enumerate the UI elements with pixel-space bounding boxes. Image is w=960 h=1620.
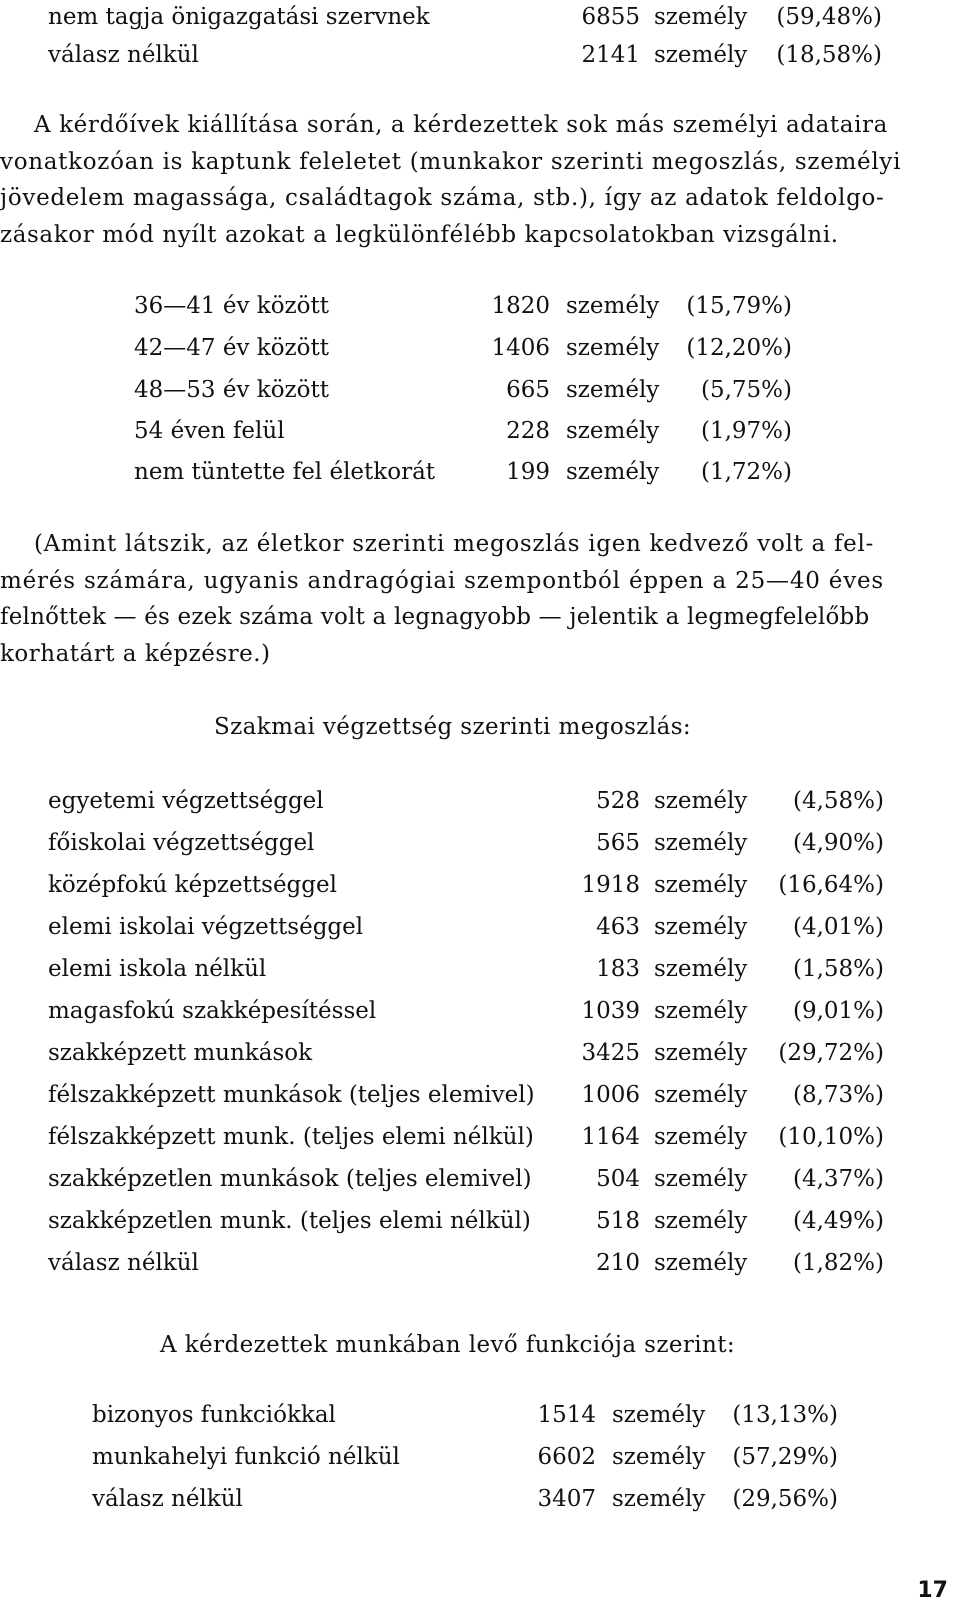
edu-row-unit: személy bbox=[654, 1208, 748, 1234]
func-row-count: 3407 bbox=[537, 1486, 596, 1512]
paragraph-line: zásakor mód nyílt azokat a legkülönfélébb kapcsolatokban vizsgálni. bbox=[0, 222, 839, 248]
age-row-percent: (15,79%) bbox=[686, 293, 792, 319]
edu-row-unit: személy bbox=[654, 830, 748, 856]
edu-row-percent: (10,10%) bbox=[778, 1124, 884, 1150]
edu-row-percent: (8,73%) bbox=[792, 1082, 884, 1108]
edu-row-unit: személy bbox=[654, 872, 748, 898]
edu-row-count: 518 bbox=[596, 1208, 640, 1234]
row-percent: (18,58%) bbox=[776, 42, 882, 68]
func-row-unit: személy bbox=[612, 1486, 706, 1512]
row-count: 2141 bbox=[581, 42, 640, 68]
func-row-label: válasz nélkül bbox=[92, 1486, 243, 1512]
edu-row-count: 210 bbox=[596, 1250, 640, 1276]
func-row-percent: (13,13%) bbox=[732, 1402, 838, 1428]
paragraph-line: felnőttek — és ezek száma volt a legnagyobb — jelentik a legmegfelelőbb bbox=[0, 604, 870, 630]
paragraph-line: mérés számára, ugyanis andragógiai szempontból éppen a 25—40 éves bbox=[0, 568, 885, 594]
edu-row-unit: személy bbox=[654, 1124, 748, 1150]
age-row-label: 48—53 év között bbox=[134, 377, 329, 403]
edu-row-unit: személy bbox=[654, 1250, 748, 1276]
row-percent: (59,48%) bbox=[776, 4, 882, 30]
section-heading-function: A kérdezettek munkában levő funkciója szerint: bbox=[160, 1332, 736, 1358]
edu-row-label: szakképzetlen munkások (teljes elemivel) bbox=[48, 1166, 532, 1192]
age-row-label: 42—47 év között bbox=[134, 335, 329, 361]
func-row-count: 1514 bbox=[537, 1402, 596, 1428]
age-row-label: 54 éven felül bbox=[134, 418, 285, 444]
row-count: 6855 bbox=[581, 4, 640, 30]
paragraph-line: vonatkozóan is kaptunk feleletet (munkakor szerinti megoszlás, személyi bbox=[0, 149, 902, 175]
age-row-label: nem tüntette fel életkorát bbox=[134, 459, 436, 485]
edu-row-count: 1006 bbox=[581, 1082, 640, 1108]
edu-row-count: 504 bbox=[596, 1166, 640, 1192]
age-row-count: 1406 bbox=[491, 335, 550, 361]
age-row-unit: személy bbox=[566, 335, 660, 361]
edu-row-percent: (29,72%) bbox=[778, 1040, 884, 1066]
page-number: 17 bbox=[917, 1578, 948, 1603]
edu-row-unit: személy bbox=[654, 1082, 748, 1108]
edu-row-count: 183 bbox=[596, 956, 640, 982]
edu-row-percent: (9,01%) bbox=[792, 998, 884, 1024]
edu-row-label: szakképzetlen munk. (teljes elemi nélkül) bbox=[48, 1208, 531, 1234]
age-row-label: 36—41 év között bbox=[134, 293, 329, 319]
row-label: válasz nélkül bbox=[48, 42, 199, 68]
edu-row-count: 3425 bbox=[581, 1040, 640, 1066]
paragraph-line: A kérdőívek kiállítása során, a kérdezettek sok más személyi adataira bbox=[34, 112, 888, 138]
edu-row-label: félszakképzett munkások (teljes elemivel) bbox=[48, 1082, 535, 1108]
edu-row-label: félszakképzett munk. (teljes elemi nélkül) bbox=[48, 1124, 534, 1150]
row-label: nem tagja önigazgatási szervnek bbox=[48, 4, 430, 30]
age-row-unit: személy bbox=[566, 377, 660, 403]
age-row-count: 199 bbox=[506, 459, 550, 485]
func-row-label: munkahelyi funkció nélkül bbox=[92, 1444, 400, 1470]
edu-row-label: egyetemi végzettséggel bbox=[48, 788, 324, 814]
edu-row-label: szakképzett munkások bbox=[48, 1040, 313, 1066]
func-row-percent: (29,56%) bbox=[732, 1486, 838, 1512]
edu-row-count: 1039 bbox=[581, 998, 640, 1024]
edu-row-label: középfokú képzettséggel bbox=[48, 872, 337, 898]
edu-row-label: magasfokú szakképesítéssel bbox=[48, 998, 377, 1024]
edu-row-percent: (4,01%) bbox=[792, 914, 884, 940]
edu-row-unit: személy bbox=[654, 1166, 748, 1192]
age-row-percent: (1,72%) bbox=[700, 459, 792, 485]
edu-row-unit: személy bbox=[654, 1040, 748, 1066]
edu-row-unit: személy bbox=[654, 956, 748, 982]
func-row-count: 6602 bbox=[537, 1444, 596, 1470]
paragraph-line: (Amint látszik, az életkor szerinti megoszlás igen kedvező volt a fel- bbox=[34, 531, 875, 557]
func-row-unit: személy bbox=[612, 1444, 706, 1470]
edu-row-unit: személy bbox=[654, 914, 748, 940]
edu-row-percent: (4,58%) bbox=[792, 788, 884, 814]
func-row-unit: személy bbox=[612, 1402, 706, 1428]
age-row-count: 665 bbox=[506, 377, 550, 403]
func-row-label: bizonyos funkciókkal bbox=[92, 1402, 336, 1428]
edu-row-count: 1918 bbox=[581, 872, 640, 898]
row-unit: személy bbox=[654, 42, 748, 68]
edu-row-percent: (1,58%) bbox=[792, 956, 884, 982]
edu-row-label: elemi iskola nélkül bbox=[48, 956, 267, 982]
age-row-percent: (1,97%) bbox=[700, 418, 792, 444]
age-row-count: 228 bbox=[506, 418, 550, 444]
edu-row-unit: személy bbox=[654, 788, 748, 814]
func-row-percent: (57,29%) bbox=[732, 1444, 838, 1470]
edu-row-label: elemi iskolai végzettséggel bbox=[48, 914, 364, 940]
edu-row-percent: (4,90%) bbox=[792, 830, 884, 856]
edu-row-unit: személy bbox=[654, 998, 748, 1024]
edu-row-label: válasz nélkül bbox=[48, 1250, 199, 1276]
paragraph-line: korhatárt a képzésre.) bbox=[0, 641, 271, 667]
age-row-percent: (5,75%) bbox=[700, 377, 792, 403]
edu-row-count: 528 bbox=[596, 788, 640, 814]
edu-row-count: 565 bbox=[596, 830, 640, 856]
age-row-unit: személy bbox=[566, 459, 660, 485]
age-row-unit: személy bbox=[566, 418, 660, 444]
edu-row-label: főiskolai végzettséggel bbox=[48, 830, 315, 856]
age-row-unit: személy bbox=[566, 293, 660, 319]
edu-row-percent: (16,64%) bbox=[778, 872, 884, 898]
edu-row-percent: (1,82%) bbox=[792, 1250, 884, 1276]
edu-row-count: 1164 bbox=[581, 1124, 640, 1150]
age-row-percent: (12,20%) bbox=[686, 335, 792, 361]
edu-row-count: 463 bbox=[596, 914, 640, 940]
edu-row-percent: (4,37%) bbox=[792, 1166, 884, 1192]
row-unit: személy bbox=[654, 4, 748, 30]
age-row-count: 1820 bbox=[491, 293, 550, 319]
section-heading-education: Szakmai végzettség szerinti megoszlás: bbox=[214, 714, 692, 740]
paragraph-line: jövedelem magassága, családtagok száma, stb.), így az adatok feldolgo- bbox=[0, 185, 885, 211]
edu-row-percent: (4,49%) bbox=[792, 1208, 884, 1234]
